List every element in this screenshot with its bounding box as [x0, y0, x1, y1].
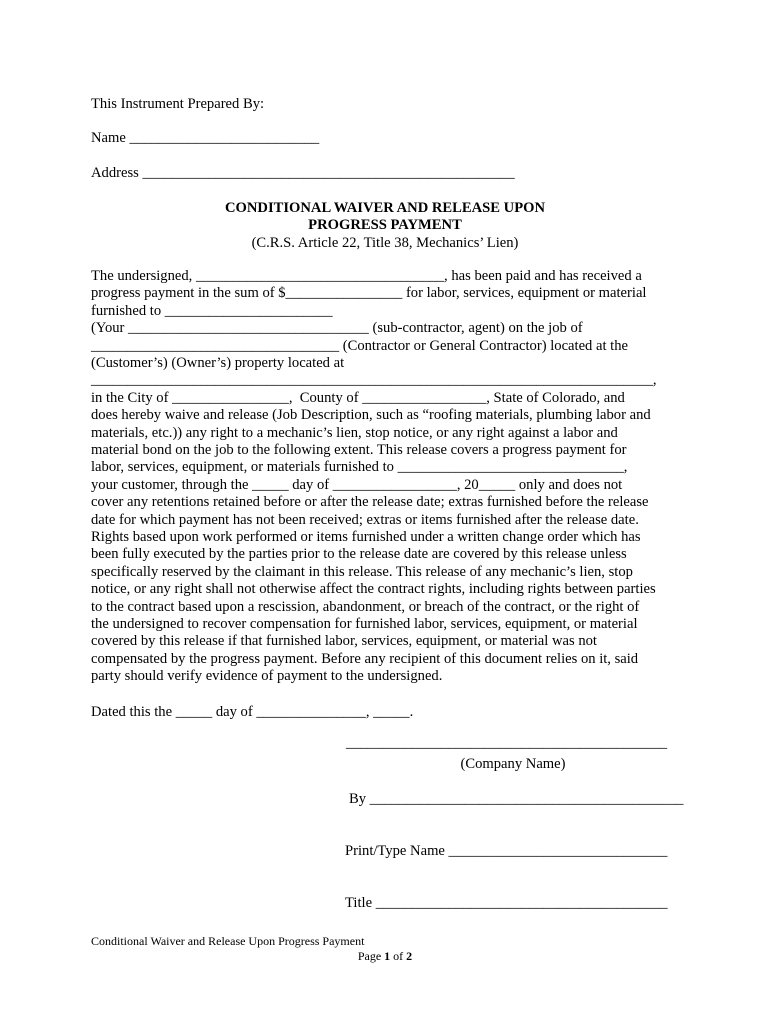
preparer-name-line: Name __________________________	[91, 130, 320, 146]
signed-by-line: By ___________________________________________	[349, 791, 684, 807]
body-line: labor, services, equipment, or materials furnished to _______________________________,	[91, 459, 628, 476]
document-title-line-2: PROGRESS PAYMENT	[308, 217, 462, 233]
prepared-by-heading: This Instrument Prepared By:	[91, 96, 265, 112]
print-name-line: Print/Type Name ______________________________	[345, 843, 668, 859]
body-line: date for which payment has not been received; extras or items furnished after the release date.	[91, 511, 639, 528]
body-line: compensated by the progress payment. Before any recipient of this document relies on it, said	[91, 650, 639, 667]
body-line: Rights based upon work performed or items furnished under a written change order which has	[91, 529, 641, 545]
body-line: does hereby waive and release (Job Description, such as “roofing materials, plumbing labor and	[91, 407, 651, 424]
body-line: party should verify evidence of payment to the undersigned.	[91, 668, 443, 685]
body-line: (Customer’s) (Owner’s) property located at	[91, 355, 345, 371]
body-line: covered by this release if that furnished labor, services, equipment, or material was not	[91, 633, 597, 650]
company-name-label: (Company Name)	[460, 756, 566, 772]
body-line: notice, or any right shall not otherwise affect the contract rights, including rights between parties	[91, 581, 656, 598]
page-prefix: Page	[357, 949, 385, 963]
body-line: cover any retentions retained before or after the release date; extras furnished before the release	[91, 494, 649, 511]
body-line: specifically reserved by the claimant in this release. This release of any mechanic’s lien, stop	[91, 563, 633, 580]
footer-document-title: Conditional Waiver and Release Upon Progress Payment	[91, 934, 365, 948]
body-line: to the contract based upon a rescission, abandonment, or breach of the contract, or the right of	[91, 598, 640, 615]
page-total: 2	[406, 949, 413, 963]
document-subtitle: (C.R.S. Article 22, Title 38, Mechanics’ Lien)	[251, 235, 519, 251]
body-line: furnished to _______________________	[91, 302, 333, 319]
body-line: materials, etc.)) any right to a mechanic’s lien, stop notice, or any right against a labor and	[91, 424, 618, 441]
page-indicator	[0, 949, 770, 963]
company-name-line: ____________________________________________	[346, 735, 668, 751]
body-line: been fully executed by the parties prior to the release date are covered by this release unless	[91, 546, 627, 563]
document-title-line-1: CONDITIONAL WAIVER AND RELEASE UPON	[224, 200, 546, 216]
dated-line: Dated this the _____ day of _______________, _____.	[91, 704, 414, 720]
body-line: __________________________________ (Contractor or General Contractor) located at the	[91, 337, 629, 354]
body-line: the undersigned to recover compensation for furnished labor, services, equipment, or material	[91, 616, 638, 632]
body-line: The undersigned, __________________________________, has been paid and has received a	[91, 268, 642, 284]
body-line: in the City of ________________, County of _________________, State of Colorado, and	[91, 389, 625, 406]
page-current: 1	[384, 949, 391, 963]
body-line: your customer, through the _____ day of _________________, 20_____ only and does not	[91, 476, 623, 493]
body-line: material bond on the job to the following extent. This release covers a progress payment for	[91, 442, 627, 458]
body-line: (Your _________________________________ (sub-contractor, agent) on the job of	[91, 320, 583, 337]
body-line: progress payment in the sum of $________________ for labor, services, equipment or material	[91, 285, 647, 302]
page-of: of	[390, 949, 407, 963]
preparer-address-line: Address ___________________________________________________	[91, 165, 515, 181]
signer-title-line: Title ________________________________________	[345, 895, 668, 911]
body-line: _____________________________________________________________________________,	[91, 372, 657, 389]
